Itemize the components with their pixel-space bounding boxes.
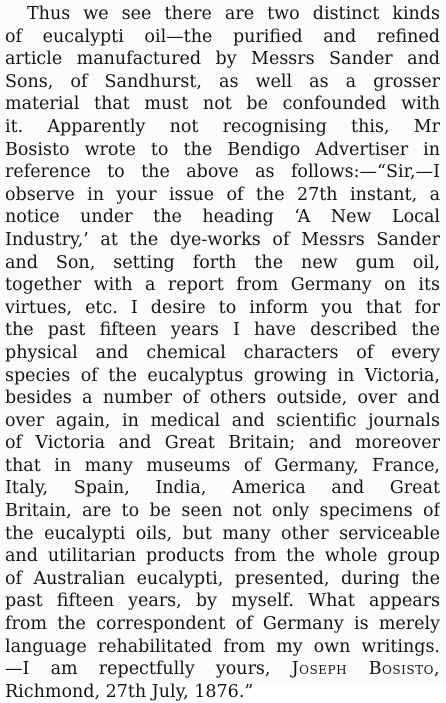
article-line: Britain, are to be seen not only specimens of xyxy=(5,501,440,522)
article-line: the past fifteen years I have described the xyxy=(5,320,440,341)
dateline: Richmond, 27th July, 1876.” xyxy=(5,681,254,702)
article-line: virtues, etc. I desire to inform you that for xyxy=(5,297,440,318)
article-line: past fifteen years, by myself. What appears xyxy=(5,591,440,612)
article-line: Thus we see there are two distinct kinds xyxy=(27,4,440,24)
signature-line xyxy=(5,658,440,681)
article-line: species of the eucalyptus growing in Victoria, xyxy=(5,365,440,386)
article-line: and Son, setting forth the new gum oil, xyxy=(5,252,440,273)
article-line: notice under the heading ‘A New Local xyxy=(5,207,440,228)
article-line: it. Apparently not recognising this, Mr xyxy=(5,116,440,137)
article-line: observe in your issue of the 27th instant, a xyxy=(5,184,440,205)
closing-salutation: —I am repectfully yours, xyxy=(5,659,271,680)
article-line: Sons, of Sandhurst, as well as a grosser xyxy=(5,71,440,92)
article-line: besides a number of others outside, over and xyxy=(5,388,440,409)
article-line: of eucalypti oil—the purified and refined xyxy=(5,26,440,47)
article-line: the eucalypti oils, but many other serviceable xyxy=(5,523,440,544)
article-line: reference to the above as follows:—“Sir,—I xyxy=(5,162,440,183)
article-line: material that must not be confounded with xyxy=(5,94,440,115)
article-line: physical and chemical characters of every xyxy=(5,342,440,363)
article-line: over again, in medical and scientific journals xyxy=(5,410,440,431)
article-line: together with a report from Germany on its xyxy=(5,275,440,296)
article-line: that in many museums of Germany, France, xyxy=(5,455,440,476)
article-line: of Australian eucalypti, presented, during the xyxy=(5,568,440,589)
article-line: and utilitarian products from the whole group xyxy=(5,546,440,567)
article-line: of Victoria and Great Britain; and moreover xyxy=(5,433,440,454)
article-line: from the correspondent of Germany is merely xyxy=(5,614,440,635)
article-line: article manufactured by Messrs Sander and xyxy=(5,49,440,70)
article-line: Industry,’ at the dye-works of Messrs Sander xyxy=(5,229,440,250)
article-body xyxy=(5,0,440,703)
article-line: Italy, Spain, India, America and Great xyxy=(5,478,440,499)
article-line: language rehabilitated from my own writings. xyxy=(5,636,440,657)
article-line: Bosisto wrote to the Bendigo Advertiser in xyxy=(5,139,440,160)
signature-name: Joseph Bosisto, xyxy=(291,659,440,680)
